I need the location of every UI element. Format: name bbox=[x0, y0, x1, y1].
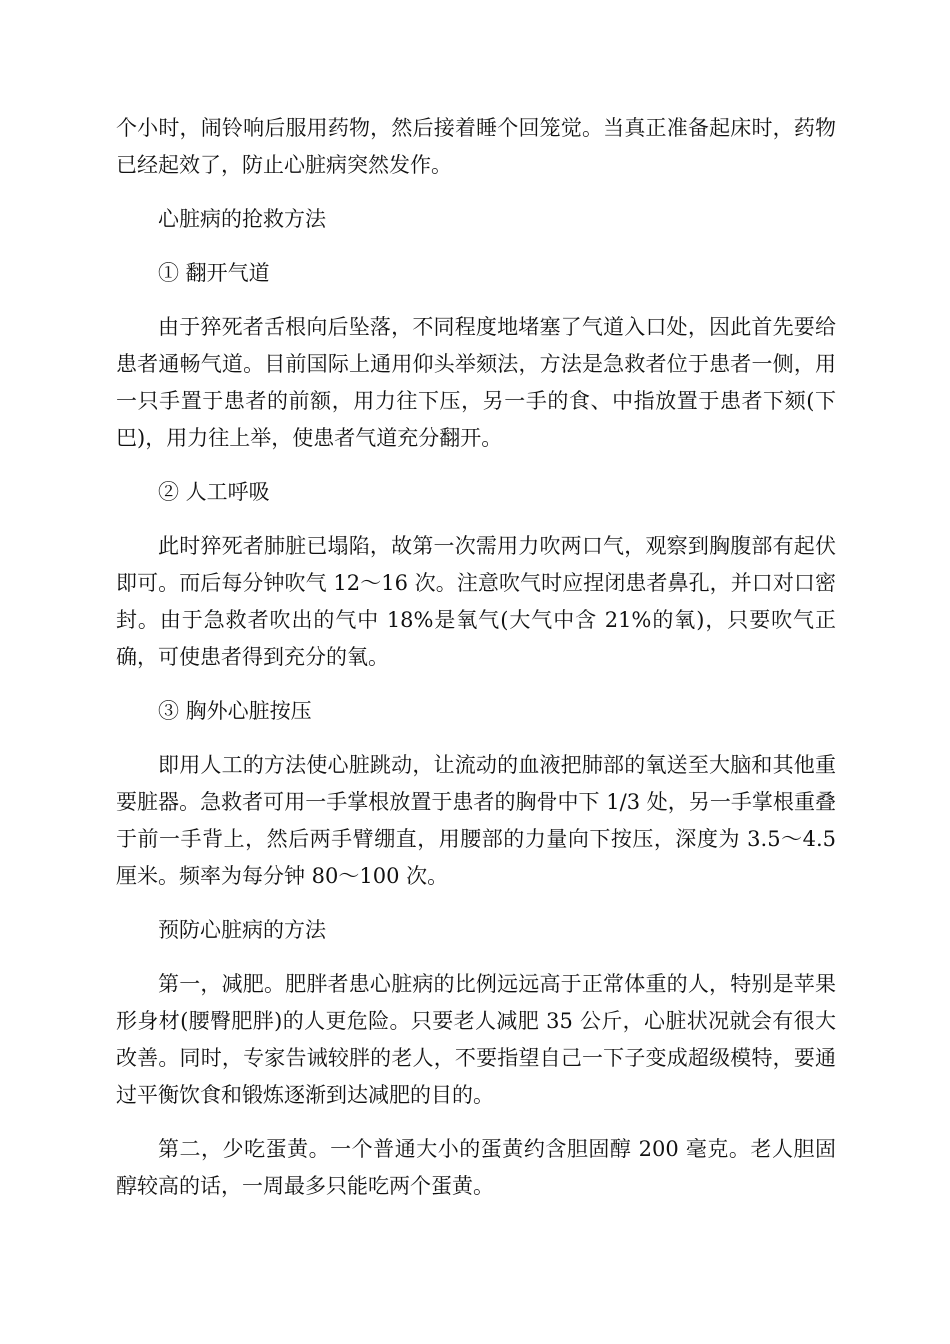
paragraph-chest-compression: 即用人工的方法使心脏跳动，让流动的血液把肺部的氧送至大脑和其他重要脏器。急救者可用一手掌根放置于患者的胸骨中下 1/3 处，另一手掌根重叠于前一手背上，然后两手臂绷直，用腰部的力量向下按压，深度为 3.5～4.5 厘米。频率为每分钟 80～100 次。 bbox=[116, 753, 836, 888]
subheading-open-airway: ① 翻开气道 bbox=[158, 261, 270, 285]
paragraph-open-airway: 由于猝死者舌根向后坠落，不同程度地堵塞了气道入口处，因此首先要给患者通畅气道。目前国际上通用仰头举颏法，方法是急救者位于患者一侧，用一只手置于患者的前额，用力往下压，另一手的食、中指放置于患者下颏(下巴)，用力往上举，使患者气道充分翻开。 bbox=[116, 315, 836, 450]
paragraph-gap bbox=[116, 457, 836, 474]
paragraph-gap bbox=[116, 730, 836, 747]
section-heading-rescue-methods: 心脏病的抢救方法 bbox=[158, 207, 326, 231]
paragraph-gap bbox=[116, 238, 836, 255]
paragraph-lose-weight: 第一，减肥。肥胖者患心脏病的比例远远高于正常体重的人，特别是苹果形身材(腰臀肥胖)的人更危险。只要老人减肥 35 公斤，心脏状况就会有很大改善。同时，专家告诫较胖的老人，不要指望自己一下子变成超级模特，要通过平衡饮食和锻炼逐渐到达减肥的目的。 bbox=[116, 972, 836, 1107]
paragraph-gap bbox=[116, 676, 836, 693]
paragraph-gap bbox=[116, 511, 836, 528]
paragraph-gap bbox=[116, 184, 836, 201]
document-page bbox=[116, 110, 836, 1205]
paragraph-less-egg-yolk: 第二，少吃蛋黄。一个普通大小的蛋黄约含胆固醇 200 毫克。老人胆固醇较高的话，一周最多只能吃两个蛋黄。 bbox=[116, 1137, 836, 1198]
section-heading-prevention: 预防心脏病的方法 bbox=[158, 918, 326, 942]
paragraph-gap bbox=[116, 292, 836, 309]
subheading-chest-compression: ③ 胸外心脏按压 bbox=[158, 699, 312, 723]
paragraph-continuation: 个小时，闹铃响后服用药物，然后接着睡个回笼觉。当真正准备起床时，药物已经起效了，防止心脏病突然发作。 bbox=[116, 116, 836, 177]
subheading-artificial-respiration: ② 人工呼吸 bbox=[158, 480, 270, 504]
paragraph-gap bbox=[116, 949, 836, 966]
paragraph-gap bbox=[116, 895, 836, 912]
paragraph-gap bbox=[116, 1114, 836, 1131]
paragraph-artificial-respiration: 此时猝死者肺脏已塌陷，故第一次需用力吹两口气，观察到胸腹部有起伏即可。而后每分钟吹气 12～16 次。注意吹气时应捏闭患者鼻孔，并口对口密封。由于急救者吹出的气中 18%是氧气(大气中含 21%的氧)，只要吹气正确，可使患者得到充分的氧。 bbox=[116, 534, 836, 669]
